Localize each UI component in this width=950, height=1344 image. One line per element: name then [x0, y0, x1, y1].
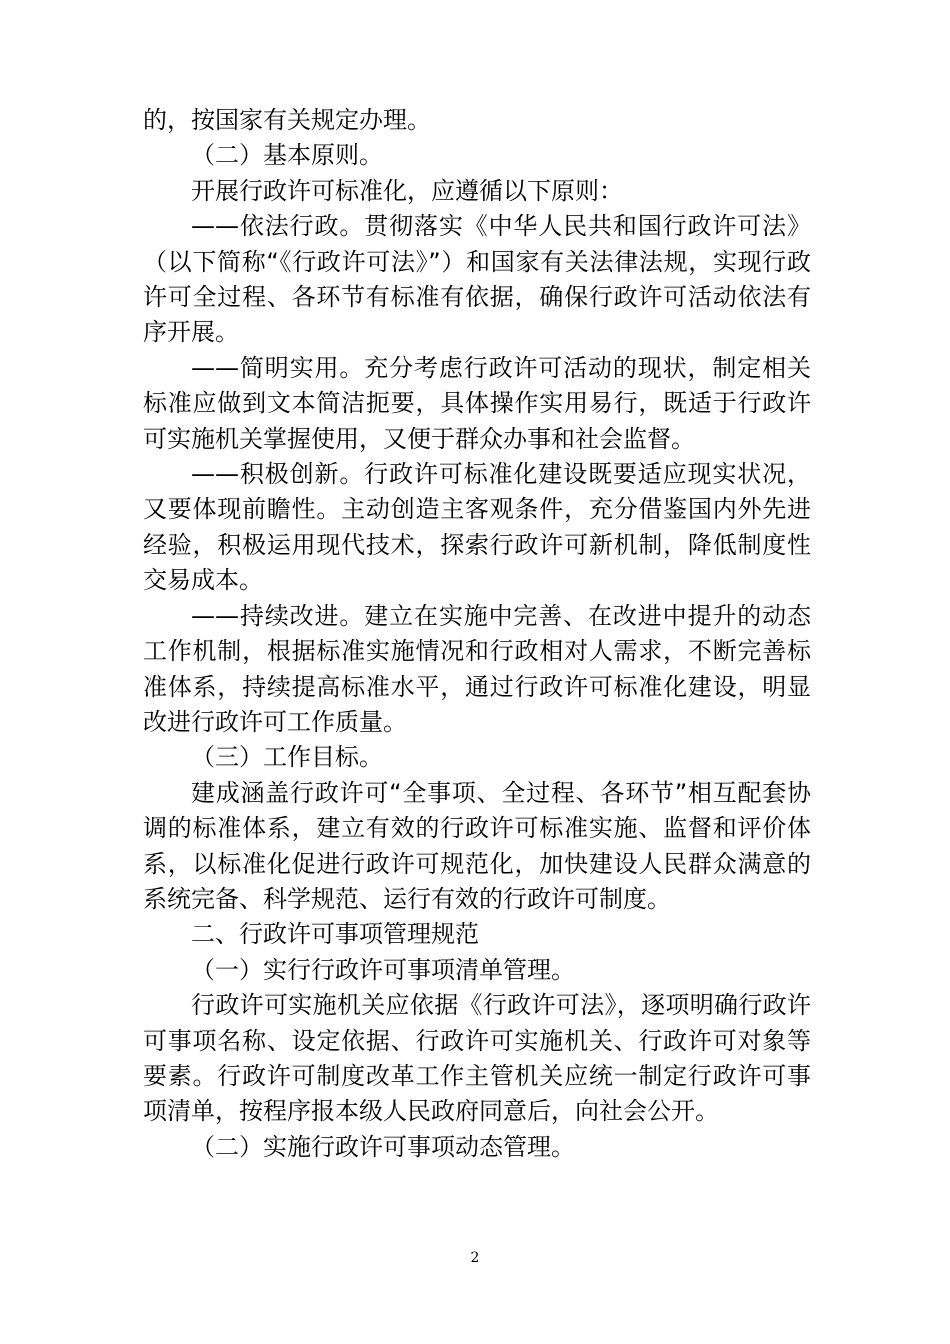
- paragraph-2: （二）基本原则。: [191, 141, 383, 170]
- paragraph-8: （三）工作目标。: [191, 743, 383, 772]
- paragraph-6: ——积极创新。行政许可标准化建设既要适应现实状况，又要体现前瞻性。主动创造主客观条件，充分借鉴国内外先进经验，积极运用现代技术，探索行政许可新机制，降低制度性交易成本。: [143, 460, 811, 595]
- paragraph-5: ——简明实用。充分考虑行政许可活动的现状，制定相关标准应做到文本简洁扼要，具体操作实用易行，既适于行政许可实施机关掌握使用，又便于群众办事和社会监督。: [143, 353, 811, 453]
- paragraph-13: （二）实施行政许可事项动态管理。: [191, 1132, 575, 1161]
- paragraph-4: ——依法行政。贯彻落实《中华人民共和国行政许可法》（以下简称“《行政许可法》”）和国家有关法律法规，实现行政许可全过程、各环节有标准有依据，确保行政许可活动依法有序开展。: [143, 212, 811, 347]
- paragraph-1: 的，按国家有关规定办理。: [143, 106, 431, 134]
- paragraph-12: 行政许可实施机关应依据《行政许可法》，逐项明确行政许可事项名称、设定依据、行政许可实施机关、行政许可对象等要素。行政许可制度改革工作主管机关应统一制定行政许可事项清单，按程序报本级人民政府同意后，向社会公开。: [143, 991, 811, 1126]
- document-body: [143, 103, 811, 1165]
- paragraph-7: ——持续改进。建立在实施中完善、在改进中提升的动态工作机制，根据标准实施情况和行政相对人需求，不断完善标准体系，持续提高标准水平，通过行政许可标准化建设，明显改进行政许可工作质量。: [143, 601, 811, 736]
- page-number: 2: [470, 1250, 480, 1266]
- paragraph-11: （一）实行行政许可事项清单管理。: [191, 955, 575, 984]
- paragraph-9: 建成涵盖行政许可“全事项、全过程、各环节”相互配套协调的标准体系，建立有效的行政许可标准实施、监督和评价体系，以标准化促进行政许可规范化，加快建设人民群众满意的系统完备、科学规范、运行有效的行政许可制度。: [143, 778, 811, 913]
- paragraph-3: 开展行政许可标准化，应遵循以下原则：: [191, 176, 623, 205]
- paragraph-10: 二、行政许可事项管理规范: [191, 920, 479, 949]
